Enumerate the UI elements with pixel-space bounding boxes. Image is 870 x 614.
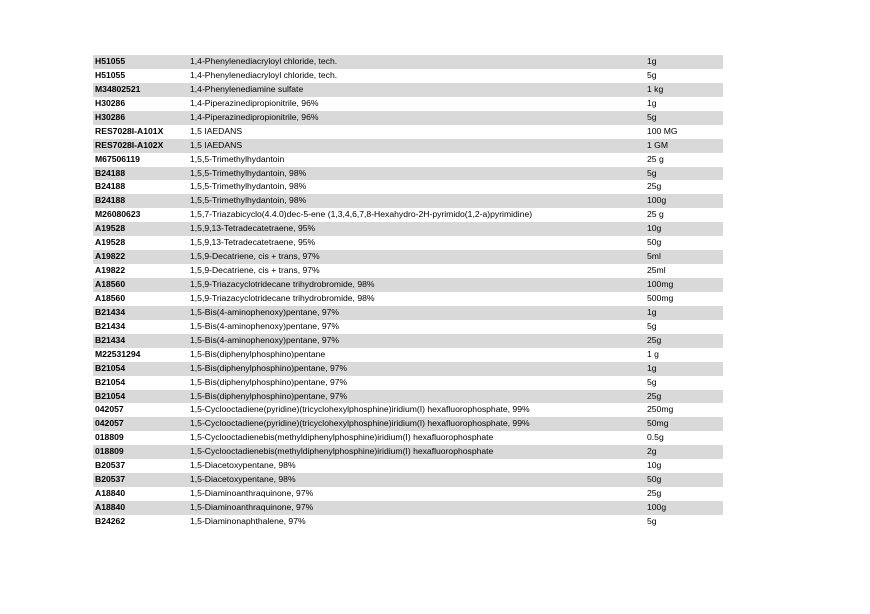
table-row — [93, 69, 723, 83]
product-description: 1,5 IAEDANS — [190, 125, 243, 136]
product-quantity: 100mg — [647, 279, 674, 289]
product-code: A19822 — [95, 265, 126, 276]
product-quantity: 25g — [647, 488, 662, 499]
product-quantity: 0.5g — [647, 432, 664, 443]
table-row — [93, 431, 723, 445]
table-row — [93, 83, 723, 97]
product-code: A19528 — [95, 223, 126, 234]
product-code: B24188 — [95, 167, 126, 178]
table-row — [93, 403, 723, 417]
product-description: 1,5-Cyclooctadiene(pyridine)(tricyclohexylphosphine)iridium(I) hexafluorophosphate, 99% — [190, 418, 530, 429]
product-code: 018809 — [95, 446, 124, 457]
product-quantity: 250mg — [647, 404, 674, 415]
product-quantity: 1g — [647, 362, 657, 373]
table-row — [93, 264, 723, 278]
product-description: 1,5,5-Trimethylhydantoin, 98% — [190, 195, 307, 206]
table-row — [93, 250, 723, 264]
product-code: M26080623 — [95, 209, 141, 220]
product-quantity: 5g — [647, 69, 657, 80]
product-description: 1,5-Bis(diphenylphosphino)pentane, 97% — [190, 362, 348, 373]
product-description: 1,5-Bis(diphenylphosphino)pentane, 97% — [190, 376, 348, 387]
table-row — [93, 306, 723, 320]
product-description: 1,5,5-Trimethylhydantoin — [190, 153, 285, 164]
product-code: B21054 — [95, 376, 126, 387]
product-code: RES7028I-A102X — [95, 139, 164, 150]
product-description: 1,4-Phenylenediacryloyl chloride, tech. — [190, 69, 338, 80]
table-row — [93, 139, 723, 153]
table-row — [93, 487, 723, 501]
product-code: H30286 — [95, 97, 126, 108]
product-description: 1,5-Cyclooctadiene(pyridine)(tricyclohexylphosphine)iridium(I) hexafluorophosphate, 99% — [190, 404, 530, 415]
table-row — [93, 515, 723, 529]
product-code: B21434 — [95, 306, 126, 317]
product-quantity: 25ml — [647, 265, 666, 276]
product-description: 1,5-Bis(4-aminophenoxy)pentane, 97% — [190, 306, 340, 317]
product-quantity: 5g — [647, 376, 657, 387]
product-description: 1,5,9-Triazacyclotridecane trihydrobromide, 98% — [190, 292, 375, 303]
product-quantity: 50g — [647, 237, 662, 248]
product-code: B24188 — [95, 195, 126, 206]
product-quantity: 25g — [647, 181, 662, 192]
product-code: A18840 — [95, 488, 126, 499]
table-row — [93, 208, 723, 222]
product-quantity: 100 MG — [647, 125, 678, 136]
table-row — [93, 334, 723, 348]
product-quantity: 25g — [647, 334, 662, 345]
product-quantity: 10g — [647, 223, 662, 234]
product-description: 1,5,7-Triazabicyclo(4.4.0)dec-5-ene (1,3,4,6,7,8-Hexahydro-2H-pyrimido(1,2-a)pyrimidine) — [190, 209, 533, 220]
product-quantity: 500mg — [647, 292, 674, 303]
product-description: 1,5-Bis(4-aminophenoxy)pentane, 97% — [190, 334, 340, 345]
table-row — [93, 125, 723, 139]
table-row — [93, 167, 723, 181]
product-quantity: 50g — [647, 474, 662, 485]
table-row — [93, 236, 723, 250]
table-row — [93, 348, 723, 362]
product-code: M67506119 — [95, 153, 140, 164]
product-code: H51055 — [95, 56, 126, 66]
product-quantity: 5g — [647, 167, 657, 178]
product-quantity: 1g — [647, 306, 657, 317]
product-description: 1,5,9,13-Tetradecatetraene, 95% — [190, 223, 316, 234]
product-code: 018809 — [95, 432, 124, 443]
product-quantity: 1 g — [647, 348, 659, 359]
table-row — [93, 390, 723, 404]
table-row — [93, 501, 723, 515]
table-row — [93, 222, 723, 236]
product-code: H51055 — [95, 69, 126, 80]
table-row — [93, 194, 723, 208]
product-description: 1,5-Diacetoxypentane, 98% — [190, 474, 296, 485]
product-quantity: 5g — [647, 515, 657, 526]
product-quantity: 25 g — [647, 209, 664, 220]
product-description: 1,5,9-Decatriene, cis + trans, 97% — [190, 251, 320, 262]
product-code: A19822 — [95, 251, 126, 262]
product-code: A18840 — [95, 502, 126, 512]
product-description: 1,5-Bis(4-aminophenoxy)pentane, 97% — [190, 320, 340, 331]
table-row — [93, 473, 723, 487]
product-code: B21434 — [95, 320, 126, 331]
product-quantity: 1g — [647, 56, 657, 66]
product-code: A19528 — [95, 237, 126, 248]
table-row — [93, 278, 723, 292]
product-code: 042057 — [95, 404, 124, 415]
product-description: 1,4-Phenylenediacryloyl chloride, tech. — [190, 56, 338, 66]
product-code: B24262 — [95, 515, 126, 526]
table-row — [93, 445, 723, 459]
product-code: A18560 — [95, 279, 126, 289]
table-row — [93, 320, 723, 334]
product-description: 1,5-Diaminoanthraquinone, 97% — [190, 488, 314, 499]
product-quantity: 2g — [647, 446, 657, 457]
product-code: A18560 — [95, 292, 126, 303]
product-description: 1,5-Diacetoxypentane, 98% — [190, 460, 296, 471]
product-description: 1,5 IAEDANS — [190, 139, 243, 150]
table-row — [93, 459, 723, 473]
product-quantity: 100g — [647, 502, 667, 512]
product-code: RES7028I-A101X — [95, 125, 164, 136]
table-row — [93, 180, 723, 194]
product-quantity: 1 GM — [647, 139, 669, 150]
product-quantity: 1 kg — [647, 83, 664, 94]
product-code: H30286 — [95, 111, 126, 122]
table-row — [93, 417, 723, 431]
product-code: M22531294 — [95, 348, 141, 359]
product-quantity: 1g — [647, 97, 657, 108]
product-code: B20537 — [95, 474, 126, 485]
table-row — [93, 153, 723, 167]
product-code: B20537 — [95, 460, 126, 471]
product-code: B24188 — [95, 181, 126, 192]
product-description: 1,4-Piperazinedipropionitrile, 96% — [190, 111, 319, 122]
product-description: 1,5,5-Trimethylhydantoin, 98% — [190, 181, 307, 192]
product-description: 1,5-Diaminonaphthalene, 97% — [190, 515, 306, 526]
product-code: B21054 — [95, 390, 126, 401]
product-quantity: 25g — [647, 390, 662, 401]
product-description: 1,5,9-Decatriene, cis + trans, 97% — [190, 265, 320, 276]
product-description: 1,5,5-Trimethylhydantoin, 98% — [190, 167, 307, 178]
table-row — [93, 55, 723, 69]
product-description: 1,5-Diaminoanthraquinone, 97% — [190, 502, 314, 512]
product-quantity: 100g — [647, 195, 667, 206]
product-description: 1,5-Bis(diphenylphosphino)pentane — [190, 348, 326, 359]
product-table — [93, 55, 723, 529]
product-description: 1,4-Phenylenediamine sulfate — [190, 83, 304, 94]
product-description: 1,5-Cyclooctadienebis(methyldiphenylphosphine)iridium(I) hexafluorophosphate — [190, 432, 494, 443]
product-description: 1,4-Piperazinedipropionitrile, 96% — [190, 97, 319, 108]
table-row — [93, 111, 723, 125]
product-code: 042057 — [95, 418, 124, 429]
product-code: B21434 — [95, 334, 126, 345]
product-description: 1,5-Bis(diphenylphosphino)pentane, 97% — [190, 390, 348, 401]
product-description: 1,5-Cyclooctadienebis(methyldiphenylphosphine)iridium(I) hexafluorophosphate — [190, 446, 494, 457]
product-description: 1,5,9,13-Tetradecatetraene, 95% — [190, 237, 316, 248]
product-quantity: 10g — [647, 460, 662, 471]
product-quantity: 50mg — [647, 418, 669, 429]
product-code: M34802521 — [95, 83, 141, 94]
product-description: 1,5,9-Triazacyclotridecane trihydrobromide, 98% — [190, 279, 375, 289]
product-quantity: 5ml — [647, 251, 661, 262]
table-row — [93, 292, 723, 306]
table-row — [93, 376, 723, 390]
table-row — [93, 362, 723, 376]
product-quantity: 5g — [647, 320, 657, 331]
product-code: B21054 — [95, 362, 126, 373]
product-quantity: 5g — [647, 111, 657, 122]
table-row — [93, 97, 723, 111]
product-quantity: 25 g — [647, 153, 664, 164]
